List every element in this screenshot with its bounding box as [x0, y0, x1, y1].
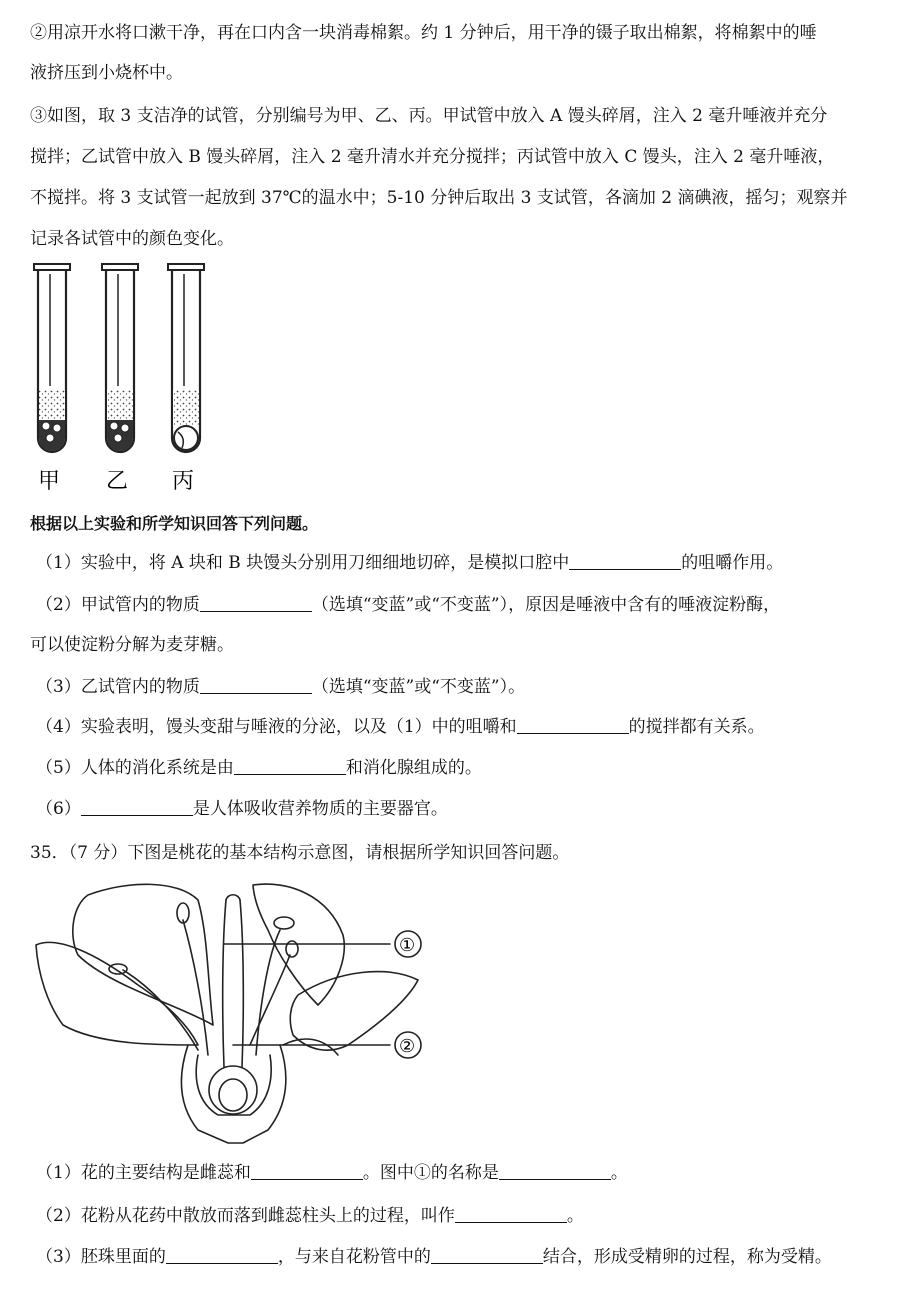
q35-item2-text-a: （2）花粉从花药中散放而落到雌蕊柱头上的过程，叫作 — [36, 1206, 455, 1226]
q35-item3 — [36, 1246, 832, 1268]
step3-line4: 记录各试管中的颜色变化。 — [30, 229, 234, 249]
q34-item5 — [36, 757, 482, 779]
answer-blank-5[interactable] — [234, 758, 346, 775]
q35-item2 — [36, 1205, 584, 1227]
q34-item3-text-a: （3）乙试管内的物质 — [36, 677, 200, 697]
step3-line3: 不搅拌。将 3 支试管一起放到 37℃的温水中；5-10 分钟后取出 3 支试管，各滴加 2 滴碘液，摇匀；观察并 — [30, 188, 848, 208]
q34-item1 — [36, 552, 783, 574]
q35-item1-text-c: 。 — [610, 1163, 628, 1183]
answer-blank-4[interactable] — [517, 717, 629, 734]
q35-header: 35．（7 分）下图是桃花的基本结构示意图，请根据所学知识回答问题。 — [30, 843, 570, 863]
q35-item1 — [36, 1162, 628, 1184]
q34-item1-text-a: （1）实验中，将 A 块和 B 块馒头分别用刀细细地切碎，是模拟口腔中 — [36, 553, 570, 573]
q34-item2-text-b: （选填“变蓝”或“不变蓝”），原因是唾液中含有的唾液淀粉酶， — [311, 595, 781, 615]
questions-instruction: 根据以上实验和所学知识回答下列问题。 — [30, 514, 319, 533]
tube-label-yi: 乙 — [106, 469, 129, 494]
tube-label-jia: 甲 — [38, 469, 61, 494]
answer-blank-11[interactable] — [431, 1247, 543, 1264]
q34-item4-text-a: （4）实验表明，馒头变甜与唾液的分泌，以及（1）中的咀嚼和 — [36, 717, 517, 737]
q35-item3-text-a: （3）胚珠里面的 — [36, 1247, 166, 1267]
q34-item1-text-b: 的咀嚼作用。 — [681, 553, 784, 573]
q34-item6 — [36, 798, 448, 820]
q34-item6-text-b: 是人体吸收营养物质的主要器官。 — [192, 799, 448, 819]
q34-item2-text-a: （2）甲试管内的物质 — [36, 595, 200, 615]
answer-blank-8[interactable] — [499, 1163, 611, 1180]
answer-blank-9[interactable] — [455, 1206, 567, 1223]
step2-line1: ②用凉开水将口漱干净，再在口内含一块消毒棉絮。约 1 分钟后，用干净的镊子取出棉絮，将棉絮中的唾 — [30, 23, 817, 43]
q34-item5-text-a: （5）人体的消化系统是由 — [36, 758, 234, 778]
answer-blank-2[interactable] — [200, 595, 312, 612]
q35-item1-text-b: 。图中①的名称是 — [362, 1163, 499, 1183]
step3-line2: 搅拌；乙试管中放入 B 馒头碎屑，注入 2 毫升清水并充分搅拌；丙试管中放入 C 馒头，注入 2 毫升唾液， — [30, 147, 835, 167]
tube-label-bing: 丙 — [172, 469, 195, 494]
q35-item3-text-b: ，与来自花粉管中的 — [277, 1247, 431, 1267]
peach-flower-diagram — [28, 875, 448, 1145]
tube-yi-icon — [102, 264, 138, 452]
diagram-label-2: ② — [399, 1036, 416, 1057]
answer-blank-10[interactable] — [166, 1247, 278, 1264]
tube-jia-icon — [34, 264, 70, 452]
q35-item1-text-a: （1）花的主要结构是雌蕊和 — [36, 1163, 251, 1183]
answer-blank-6[interactable] — [81, 799, 193, 816]
step3-line1: ③如图，取 3 支洁净的试管，分别编号为甲、乙、丙。甲试管中放入 A 馒头碎屑，注入 2 毫升唾液并充分 — [30, 106, 828, 126]
step2-line2: 液挤压到小烧杯中。 — [30, 63, 183, 83]
answer-blank-3[interactable] — [200, 677, 312, 694]
answer-blank-1[interactable] — [569, 553, 681, 570]
answer-blank-7[interactable] — [251, 1163, 363, 1180]
q35-item2-text-b: 。 — [566, 1206, 584, 1226]
q34-item3-text-b: （选填“变蓝”或“不变蓝”）。 — [311, 677, 526, 697]
tube-bing-icon — [168, 264, 204, 452]
q34-item4 — [36, 716, 765, 738]
q34-item6-text-a: （6） — [36, 799, 81, 819]
q35-item3-text-c: 结合，形成受精卵的过程，称为受精。 — [542, 1247, 832, 1267]
q34-item2-cont: 可以使淀粉分解为麦芽糖。 — [30, 635, 234, 655]
q34-item2 — [36, 594, 780, 616]
q34-item3 — [36, 676, 525, 698]
diagram-label-1: ① — [399, 935, 416, 956]
q34-item4-text-b: 的搅拌都有关系。 — [628, 717, 765, 737]
test-tubes-figure — [20, 258, 240, 498]
q34-item5-text-b: 和消化腺组成的。 — [345, 758, 482, 778]
